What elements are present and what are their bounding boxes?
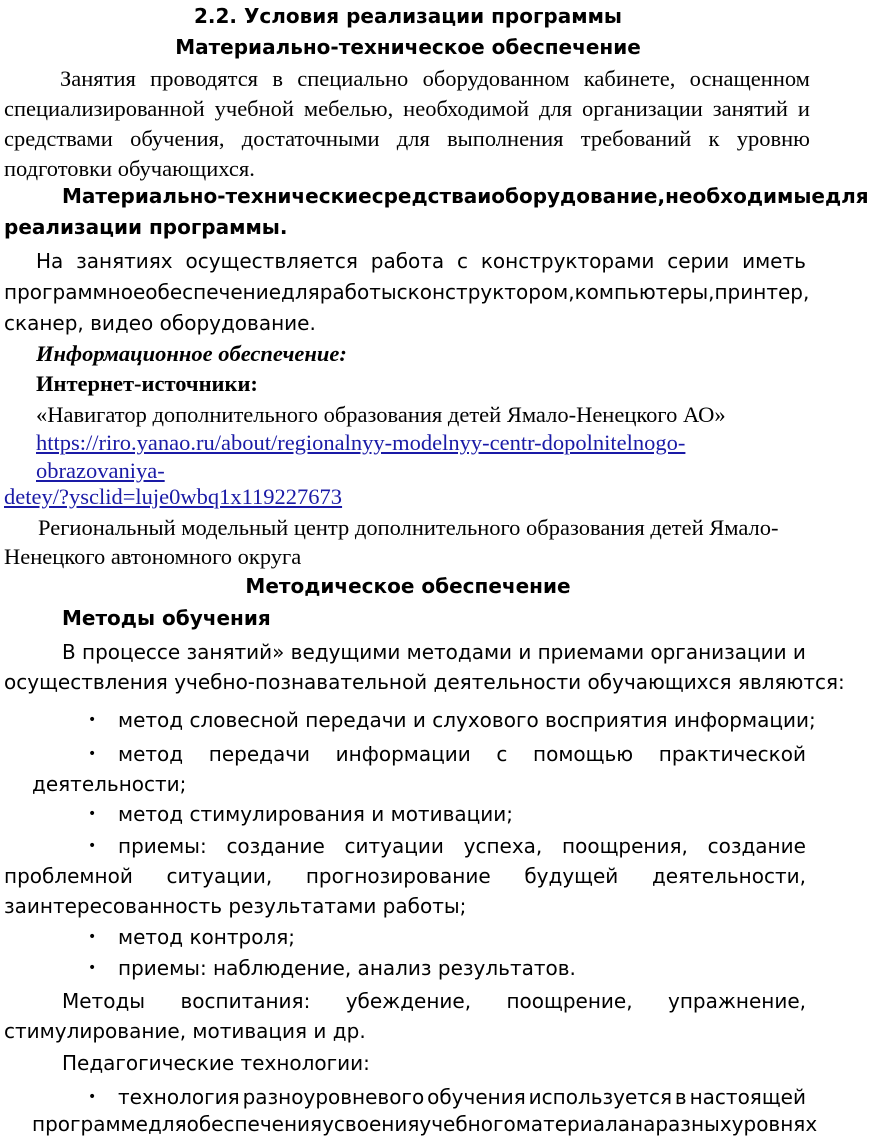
methods-title: Методы обучения (62, 606, 271, 630)
p2-line2: программное обеспечение для работы с конструктором, компьютеры, принтер, (4, 280, 810, 304)
material-heading: Материально-техническое обеспечение (175, 35, 641, 59)
bullet-1: метод словесной передачи и слухового восприятия информации; (118, 708, 816, 732)
upbringing-line2: стимулирование, мотивация и др. (4, 1019, 366, 1043)
source-url-line3[interactable]: detey/?ysclid=luje0wbq1x119227673 (4, 484, 343, 509)
source-url-line1[interactable]: https://riro.yanao.ru/about/regionalnyy-modelnyy-centr-dopolnitelnogo- (36, 430, 686, 455)
upbringing-line1: Методы воспитания: убеждение, поощрение, упражнение, (62, 989, 806, 1013)
bullet-2-line2: деятельности; (32, 772, 187, 796)
bullet-icon: • (88, 929, 97, 945)
bullet-icon: • (88, 838, 97, 854)
bullet-3: метод стимулирования и мотивации; (118, 802, 513, 826)
bullet-icon: • (88, 960, 97, 976)
method-heading: Методическое обеспечение (245, 574, 571, 598)
bullet-icon: • (88, 746, 97, 762)
p2-line1: На занятиях осуществляется работа с конструкторами серии иметь (36, 249, 806, 273)
bullet-icon: • (88, 1089, 97, 1105)
bullet-4-line1: приемы: создание ситуации успеха, поощрения, создание (118, 834, 806, 858)
bullet-4-line3: заинтересованность результатами работы; (4, 894, 467, 918)
source-url-line2[interactable]: obrazovaniya- (36, 458, 165, 483)
tech-bullet-line1: технология разноуровневого обучения используется в настоящей (118, 1085, 806, 1109)
internet-heading: Интернет-источники: (36, 371, 258, 396)
info-heading: Информационное обеспечение: (36, 341, 347, 366)
bullet-icon: • (88, 712, 97, 728)
bullet-icon: • (88, 806, 97, 822)
p1-line3: средствами обучения, достаточными для выполнения требований к уровню (4, 126, 810, 151)
p1-line2: специализированной учебной мебелью, необходимой для организации занятий и (4, 96, 810, 121)
p3-line2: осуществления учебно-познавательной деятельности обучающихся являются: (4, 670, 845, 694)
equipment-heading-line2: реализации программы. (4, 215, 288, 239)
p1-line4: подготовки обучающихся. (4, 156, 255, 181)
center-text-line2: Ненецкого автономного округа (4, 544, 302, 569)
ped-tech-title: Педагогические технологии: (62, 1051, 370, 1075)
section-title: 2.2. Условия реализации программы (193, 4, 623, 28)
tech-bullet-line2: программе для обеспечения усвоения учебного материала на разных уровнях (32, 1112, 818, 1136)
source-name: «Навигатор дополнительного образования детей Ямало-Ненецкого АО» (36, 402, 726, 427)
bullet-5: метод контроля; (118, 925, 295, 949)
p2-line3: сканер, видео оборудование. (4, 311, 316, 335)
bullet-4-line2: проблемной ситуации, прогнозирование будущей деятельности, (4, 864, 806, 888)
p1-line1: Занятия проводятся в специально оборудованном кабинете, оснащенном (60, 66, 810, 91)
center-text-line1: Региональный модельный центр дополнительного образования детей Ямало- (38, 515, 779, 540)
p3-line1: В процессе занятий» ведущими методами и приемами организации и (62, 640, 806, 664)
equipment-heading-line1: Материально-технические средства и оборудование, необходимые для (62, 184, 869, 208)
bullet-6: приемы: наблюдение, анализ результатов. (118, 956, 576, 980)
bullet-2-line1: метод передачи информации с помощью практической (118, 742, 806, 766)
